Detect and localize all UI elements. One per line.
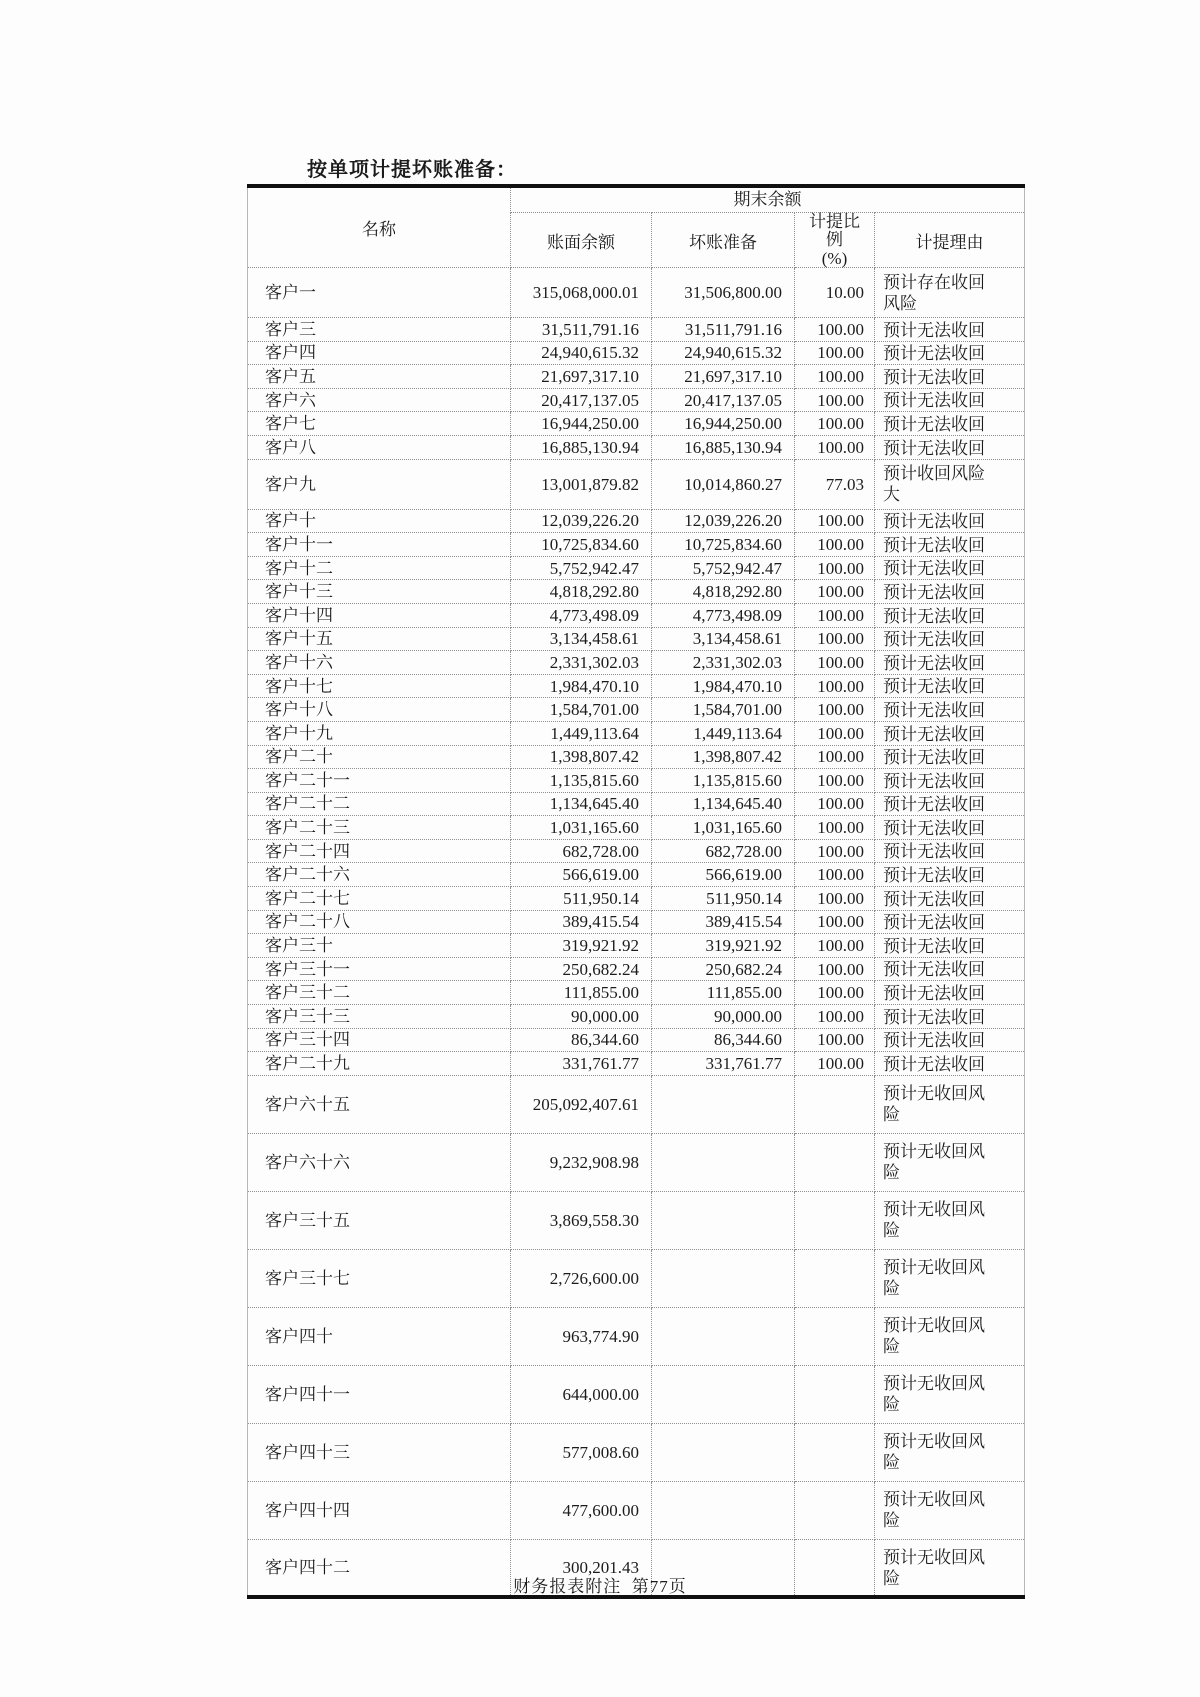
provision-cell: 90,000.00 [652,1005,795,1029]
book-balance-cell: 31,511,791.16 [511,318,652,342]
header-row-group [248,186,1025,213]
ratio-cell: 100.00 [795,745,875,769]
reason-cell: 预计无收回风险 [875,1133,1025,1191]
reason-cell: 预计无法收回 [875,341,1025,365]
provision-cell [652,1307,795,1365]
provision-cell [652,1133,795,1191]
customer-name-cell: 客户六 [248,388,511,412]
provision-cell [652,1481,795,1539]
book-balance-cell: 315,068,000.01 [511,268,652,318]
book-balance-cell: 566,619.00 [511,863,652,887]
customer-name-cell: 客户三十四 [248,1028,511,1052]
ratio-cell [795,1249,875,1307]
reason-cell: 预计无收回风险 [875,1481,1025,1539]
provision-cell: 2,331,302.03 [652,651,795,675]
table-row [248,365,1025,389]
customer-name-cell: 客户二十三 [248,816,511,840]
customer-name-cell: 客户十一 [248,533,511,557]
ratio-cell: 100.00 [795,1052,875,1076]
provision-cell: 10,014,860.27 [652,459,795,509]
table-row [248,1481,1025,1539]
provision-cell: 1,984,470.10 [652,674,795,698]
table-row [248,745,1025,769]
reason-cell: 预计无法收回 [875,509,1025,533]
customer-name-cell: 客户二十六 [248,863,511,887]
ratio-cell: 100.00 [795,603,875,627]
provision-cell: 1,135,815.60 [652,769,795,793]
book-balance-cell: 1,584,701.00 [511,698,652,722]
table-row [248,957,1025,981]
provision-cell: 24,940,615.32 [652,341,795,365]
book-balance-cell: 1,031,165.60 [511,816,652,840]
provision-cell [652,1249,795,1307]
table-row [248,603,1025,627]
reason-cell: 预计无收回风险 [875,1539,1025,1597]
ratio-cell: 100.00 [795,651,875,675]
col-header-ratio-unit: (%) [821,249,848,268]
customer-name-cell: 客户五 [248,365,511,389]
book-balance-cell: 205,092,407.61 [511,1075,652,1133]
ratio-cell: 100.00 [795,887,875,911]
book-balance-cell: 5,752,942.47 [511,556,652,580]
table-row [248,769,1025,793]
reason-cell: 预计无法收回 [875,1052,1025,1076]
book-balance-cell: 16,944,250.00 [511,412,652,436]
reason-cell: 预计无法收回 [875,627,1025,651]
provision-cell: 4,773,498.09 [652,603,795,627]
page-footer: 财务报表附注 第77页 [513,1577,687,1596]
ratio-cell: 10.00 [795,268,875,318]
reason-cell: 预计无法收回 [875,698,1025,722]
provision-cell: 16,944,250.00 [652,412,795,436]
ratio-cell [795,1133,875,1191]
book-balance-cell: 963,774.90 [511,1307,652,1365]
provision-cell: 319,921.92 [652,934,795,958]
ratio-cell: 100.00 [795,556,875,580]
ratio-cell [795,1191,875,1249]
reason-cell: 预计无法收回 [875,792,1025,816]
ratio-cell: 100.00 [795,863,875,887]
provision-cell: 511,950.14 [652,887,795,911]
provision-cell: 5,752,942.47 [652,556,795,580]
customer-name-cell: 客户十七 [248,674,511,698]
ratio-cell: 100.00 [795,721,875,745]
table-row [248,887,1025,911]
provision-cell: 389,415.54 [652,910,795,934]
customer-name-cell: 客户九 [248,459,511,509]
provision-cell: 111,855.00 [652,981,795,1005]
book-balance-cell: 10,725,834.60 [511,533,652,557]
reason-cell: 预计无法收回 [875,745,1025,769]
provision-cell: 20,417,137.05 [652,388,795,412]
ratio-cell: 100.00 [795,365,875,389]
reason-cell: 预计无法收回 [875,318,1025,342]
provision-cell: 1,398,807.42 [652,745,795,769]
provision-cell: 10,725,834.60 [652,533,795,557]
customer-name-cell: 客户四十 [248,1307,511,1365]
reason-cell: 预计无法收回 [875,556,1025,580]
book-balance-cell: 2,726,600.00 [511,1249,652,1307]
ratio-cell [795,1075,875,1133]
reason-cell: 预计无法收回 [875,839,1025,863]
ratio-cell: 100.00 [795,580,875,604]
provision-cell: 21,697,317.10 [652,365,795,389]
ratio-cell: 100.00 [795,816,875,840]
provision-cell: 682,728.00 [652,839,795,863]
book-balance-cell: 577,008.60 [511,1423,652,1481]
provision-cell: 1,134,645.40 [652,792,795,816]
customer-name-cell: 客户三十五 [248,1191,511,1249]
table-row [248,533,1025,557]
book-balance-cell: 21,697,317.10 [511,365,652,389]
section-title: 按单项计提坏账准备： [307,159,517,181]
ratio-cell [795,1423,875,1481]
reason-cell: 预计无收回风险 [875,1075,1025,1133]
provision-cell: 250,682.24 [652,957,795,981]
book-balance-cell: 250,682.24 [511,957,652,981]
bad-debt-provision-table [247,184,1025,1599]
table-row [248,863,1025,887]
customer-name-cell: 客户十五 [248,627,511,651]
customer-name-cell: 客户二十四 [248,839,511,863]
book-balance-cell: 1,134,645.40 [511,792,652,816]
table-row [248,721,1025,745]
reason-cell: 预计无法收回 [875,816,1025,840]
provision-cell: 86,344.60 [652,1028,795,1052]
ratio-cell: 100.00 [795,318,875,342]
customer-name-cell: 客户二十 [248,745,511,769]
customer-name-cell: 客户六十五 [248,1075,511,1133]
reason-cell: 预计无法收回 [875,580,1025,604]
table-row [248,627,1025,651]
table-row [248,674,1025,698]
book-balance-cell: 9,232,908.98 [511,1133,652,1191]
customer-name-cell: 客户一 [248,268,511,318]
table-row [248,1075,1025,1133]
ratio-cell: 100.00 [795,1028,875,1052]
table-row [248,1133,1025,1191]
table-row [248,412,1025,436]
book-balance-cell: 1,135,815.60 [511,769,652,793]
ratio-cell: 100.00 [795,674,875,698]
col-header-period-balance: 期末余额 [511,186,1025,213]
table-row [248,509,1025,533]
table-row [248,934,1025,958]
ratio-cell: 100.00 [795,627,875,651]
table-row [248,435,1025,459]
customer-name-cell: 客户四 [248,341,511,365]
book-balance-cell: 511,950.14 [511,887,652,911]
reason-cell: 预计无法收回 [875,887,1025,911]
ratio-cell: 77.03 [795,459,875,509]
provision-cell: 1,449,113.64 [652,721,795,745]
provision-cell: 3,134,458.61 [652,627,795,651]
reason-cell: 预计无法收回 [875,1005,1025,1029]
customer-name-cell: 客户三十二 [248,981,511,1005]
customer-name-cell: 客户二十九 [248,1052,511,1076]
provision-cell: 1,584,701.00 [652,698,795,722]
provision-cell: 31,506,800.00 [652,268,795,318]
reason-cell: 预计无收回风险 [875,1365,1025,1423]
book-balance-cell: 682,728.00 [511,839,652,863]
col-header-ratio-label: 计提比例 [808,212,860,249]
book-balance-cell: 111,855.00 [511,981,652,1005]
reason-cell: 预计收回风险大 [875,459,1025,509]
reason-cell: 预计无法收回 [875,769,1025,793]
book-balance-cell: 477,600.00 [511,1481,652,1539]
col-header-name: 名称 [248,186,511,268]
provision-cell [652,1191,795,1249]
ratio-cell [795,1481,875,1539]
reason-cell: 预计无法收回 [875,365,1025,389]
reason-cell: 预计无法收回 [875,910,1025,934]
reason-cell: 预计无收回风险 [875,1191,1025,1249]
reason-cell: 预计无收回风险 [875,1423,1025,1481]
customer-name-cell: 客户三十 [248,934,511,958]
table-row [248,1249,1025,1307]
table-row [248,388,1025,412]
table-row [248,1191,1025,1249]
book-balance-cell: 1,398,807.42 [511,745,652,769]
table-row [248,1365,1025,1423]
book-balance-cell: 24,940,615.32 [511,341,652,365]
table-row [248,816,1025,840]
customer-name-cell: 客户十六 [248,651,511,675]
book-balance-cell: 331,761.77 [511,1052,652,1076]
customer-name-cell: 客户十二 [248,556,511,580]
book-balance-cell: 4,773,498.09 [511,603,652,627]
table-row [248,318,1025,342]
customer-name-cell: 客户十八 [248,698,511,722]
table-row [248,459,1025,509]
reason-cell: 预计存在收回风险 [875,268,1025,318]
reason-cell: 预计无法收回 [875,957,1025,981]
book-balance-cell: 644,000.00 [511,1365,652,1423]
customer-name-cell: 客户八 [248,435,511,459]
customer-name-cell: 客户十 [248,509,511,533]
reason-cell: 预计无法收回 [875,412,1025,436]
ratio-cell: 100.00 [795,1005,875,1029]
ratio-cell: 100.00 [795,533,875,557]
book-balance-cell: 1,984,470.10 [511,674,652,698]
book-balance-cell: 319,921.92 [511,934,652,958]
ratio-cell: 100.00 [795,910,875,934]
ratio-cell [795,1365,875,1423]
book-balance-cell: 4,818,292.80 [511,580,652,604]
book-balance-cell: 86,344.60 [511,1028,652,1052]
reason-cell: 预计无法收回 [875,934,1025,958]
provision-cell: 1,031,165.60 [652,816,795,840]
customer-name-cell: 客户二十二 [248,792,511,816]
customer-name-cell: 客户十三 [248,580,511,604]
reason-cell: 预计无法收回 [875,721,1025,745]
table-row [248,651,1025,675]
provision-cell [652,1365,795,1423]
ratio-cell: 100.00 [795,839,875,863]
reason-cell: 预计无法收回 [875,674,1025,698]
provision-cell [652,1423,795,1481]
customer-name-cell: 客户二十一 [248,769,511,793]
customer-name-cell: 客户二十七 [248,887,511,911]
provision-cell: 331,761.77 [652,1052,795,1076]
table-row [248,341,1025,365]
customer-name-cell: 客户四十二 [248,1539,511,1597]
table-row [248,1005,1025,1029]
table-row [248,1423,1025,1481]
ratio-cell [795,1307,875,1365]
table-row [248,268,1025,318]
reason-cell: 预计无法收回 [875,863,1025,887]
provision-cell: 31,511,791.16 [652,318,795,342]
customer-name-cell: 客户十四 [248,603,511,627]
provision-cell: 4,818,292.80 [652,580,795,604]
book-balance-cell: 3,134,458.61 [511,627,652,651]
customer-name-cell: 客户四十四 [248,1481,511,1539]
ratio-cell: 100.00 [795,509,875,533]
provision-cell: 16,885,130.94 [652,435,795,459]
customer-name-cell: 客户四十三 [248,1423,511,1481]
table-row [248,698,1025,722]
book-balance-cell: 3,869,558.30 [511,1191,652,1249]
provision-cell: 566,619.00 [652,863,795,887]
customer-name-cell: 客户三十七 [248,1249,511,1307]
col-header-reason: 计提理由 [875,213,1025,268]
customer-name-cell: 客户三 [248,318,511,342]
customer-name-cell: 客户三十一 [248,957,511,981]
ratio-cell: 100.00 [795,435,875,459]
reason-cell: 预计无收回风险 [875,1307,1025,1365]
ratio-cell: 100.00 [795,957,875,981]
customer-name-cell: 客户三十三 [248,1005,511,1029]
customer-name-cell: 客户七 [248,412,511,436]
provision-cell: 12,039,226.20 [652,509,795,533]
reason-cell: 预计无法收回 [875,533,1025,557]
reason-cell: 预计无法收回 [875,603,1025,627]
reason-cell: 预计无收回风险 [875,1249,1025,1307]
book-balance-cell: 1,449,113.64 [511,721,652,745]
customer-name-cell: 客户十九 [248,721,511,745]
book-balance-cell: 2,331,302.03 [511,651,652,675]
customer-name-cell: 客户四十一 [248,1365,511,1423]
ratio-cell: 100.00 [795,934,875,958]
ratio-cell: 100.00 [795,341,875,365]
book-balance-cell: 13,001,879.82 [511,459,652,509]
col-header-book-balance: 账面余额 [511,213,652,268]
reason-cell: 预计无法收回 [875,435,1025,459]
table-row [248,839,1025,863]
ratio-cell: 100.00 [795,698,875,722]
ratio-cell: 100.00 [795,388,875,412]
customer-name-cell: 客户二十八 [248,910,511,934]
ratio-cell: 100.00 [795,981,875,1005]
reason-cell: 预计无法收回 [875,981,1025,1005]
table-row [248,981,1025,1005]
book-balance-cell: 300,201.43 [511,1539,652,1597]
book-balance-cell: 389,415.54 [511,910,652,934]
col-header-ratio [795,213,875,268]
book-balance-cell: 16,885,130.94 [511,435,652,459]
book-balance-cell: 90,000.00 [511,1005,652,1029]
table-row [248,1028,1025,1052]
table-row [248,580,1025,604]
reason-cell: 预计无法收回 [875,651,1025,675]
ratio-cell: 100.00 [795,769,875,793]
ratio-cell: 100.00 [795,792,875,816]
reason-cell: 预计无法收回 [875,1028,1025,1052]
table-row [248,1307,1025,1365]
table-row [248,910,1025,934]
book-balance-cell: 12,039,226.20 [511,509,652,533]
provision-cell [652,1075,795,1133]
reason-cell: 预计无法收回 [875,388,1025,412]
table-row [248,792,1025,816]
table-row [248,556,1025,580]
book-balance-cell: 20,417,137.05 [511,388,652,412]
table-row [248,1052,1025,1076]
ratio-cell: 100.00 [795,412,875,436]
col-header-provision: 坏账准备 [652,213,795,268]
customer-name-cell: 客户六十六 [248,1133,511,1191]
